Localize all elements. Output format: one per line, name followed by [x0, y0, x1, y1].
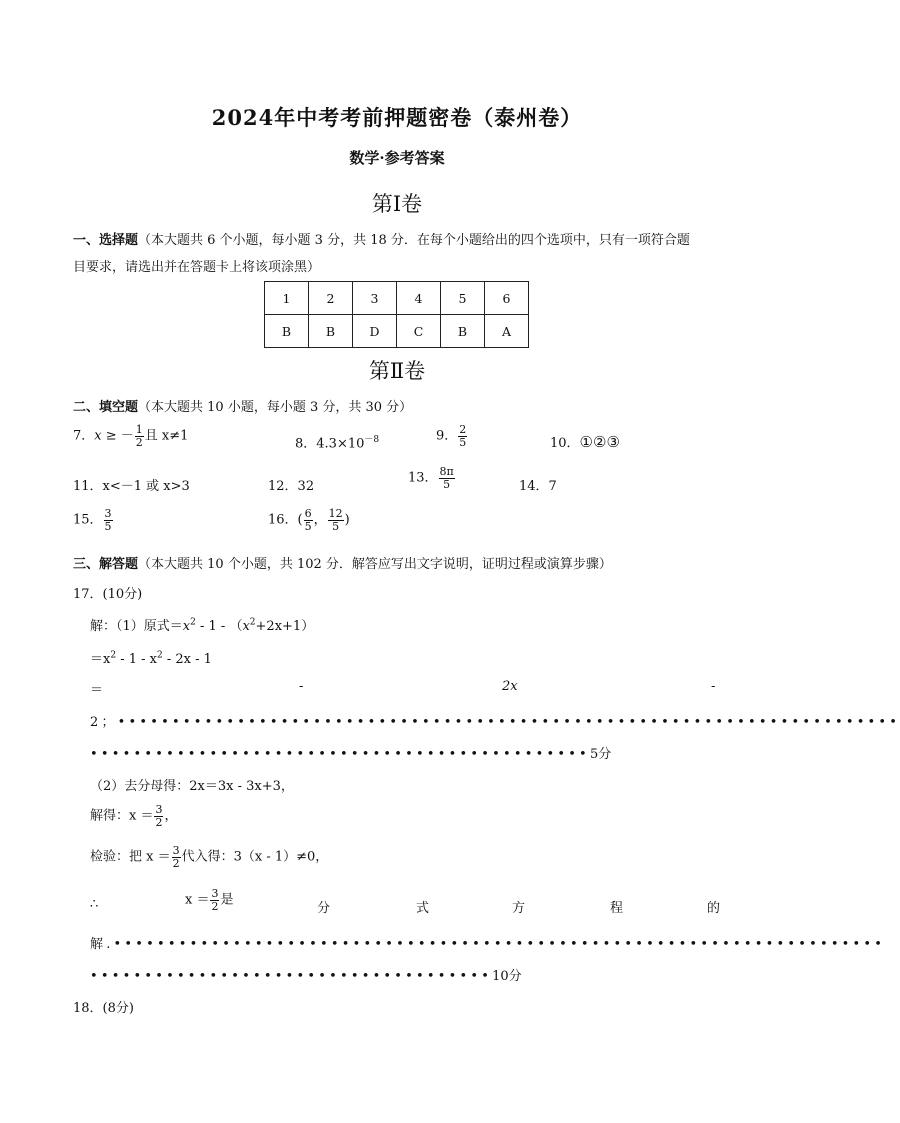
answer-table-cell: 5: [441, 282, 485, 315]
fraction: $\frac{3}{5}$: [104, 507, 112, 533]
answer-table-cell: A: [485, 315, 529, 348]
q17-conclusion-line3: •••••••••••••••••••••••••••••••••••••10分: [90, 969, 522, 984]
section-2-desc: （本大题共 10 小题，每小题 3 分，共 30 分）: [138, 400, 413, 415]
q17-line3-eq: ＝: [90, 683, 104, 698]
q17-header: 17．(10分): [73, 587, 143, 602]
fraction: $\frac{6}{5}$: [304, 507, 312, 533]
section-2-heading-line: [73, 396, 412, 415]
section-3-heading-line: [73, 553, 612, 572]
answer-table-cell: B: [441, 315, 485, 348]
volume-1-heading: 第Ⅰ卷: [371, 192, 423, 216]
q17-line2: $=x^2 - 1 - x^2 - 2x - 1$: [90, 650, 212, 667]
answer-q12: 12．32: [268, 479, 315, 494]
answer-table-cell: B: [265, 315, 309, 348]
fraction: $\frac{3}{2}$: [172, 844, 180, 870]
q17-line4: 2；••••••••••••••••••••••••••••••••••••••••••••••••••••••••••••••••••••••••: [90, 715, 900, 730]
answer-table-answer-row: [265, 315, 529, 348]
fraction: $\frac{1}{2}$: [135, 423, 143, 449]
answer-table-cell: 2: [309, 282, 353, 315]
q17-line3-2x: 2x: [502, 679, 518, 694]
q17-line5: ••••••••••••••••••••••••••••••••••••••••••••••5分: [90, 747, 612, 762]
answer-table-number-row: [265, 282, 529, 315]
answer-table-cell: 6: [485, 282, 529, 315]
answer-table-cell: D: [353, 315, 397, 348]
q17-conclusion-word: 的: [707, 901, 721, 916]
answer-q11: 11．x<－1 或 x>3: [73, 479, 190, 494]
answer-q9: 9． $\frac{2}{5}$: [436, 423, 467, 449]
answer-table-cell: B: [309, 315, 353, 348]
q17-check: 检验：把 x ＝ $\frac{3}{2}$ 代入得：3（x - 1）≠0，: [90, 844, 329, 870]
fraction: $\frac{3}{2}$: [155, 803, 163, 829]
answer-table-cell: 3: [353, 282, 397, 315]
page-subtitle: 数学·参考答案: [349, 149, 445, 167]
q17-conclusion-word: 程: [610, 901, 624, 916]
volume-2-heading: 第Ⅱ卷: [368, 359, 426, 383]
q17-part2: （2）去分母得：2x＝3x - 3x+3，: [90, 779, 294, 794]
section-1-heading-line: [73, 229, 690, 248]
answer-q13: 13． $\frac{8\pi}{5}$: [408, 465, 454, 491]
q17-line1: 解：（1）原式$=x^2 - 1 - (x^2+2x+1)$: [90, 617, 315, 634]
q17-line3-minus2: -: [711, 679, 716, 694]
q17-conclusion-line2: 解.•••••••••••••••••••••••••••••••••••••••••••••••••••••••••••••••••••••••: [90, 937, 886, 952]
q17-conclusion-word: 方: [512, 901, 526, 916]
answer-table-cell: 1: [265, 282, 309, 315]
section-1-desc: （本大题共 6 个小题，每小题 3 分，共 18 分．在每个小题给出的四个选项中，只有一项符合题: [138, 233, 690, 248]
q17-line3-minus: -: [299, 679, 304, 694]
answer-q16: 16．( $\frac{6}{5}$ ， $\frac{12}{5}$ ): [268, 507, 350, 533]
answer-q7: 7．x ≥ － $\frac{1}{2}$ 且 x≠1: [73, 423, 189, 449]
section-1-desc-line2: 目要求，请选出并在答题卡上将该项涂黑）: [73, 260, 321, 275]
answer-table: [264, 281, 529, 348]
page-title: 2024年中考考前押题密卷（泰州卷）: [211, 105, 583, 130]
answer-q14: 14．7: [519, 479, 557, 494]
answer-table-cell: 4: [397, 282, 441, 315]
q17-conclusion-word: 分: [317, 901, 331, 916]
fraction: $\frac{12}{5}$: [328, 507, 343, 533]
therefore-symbol: ∴: [90, 897, 99, 912]
section-3-heading: 三、解答题: [73, 557, 139, 572]
q18-header: 18．(8分): [73, 1001, 134, 1016]
section-1-heading: 一、选择题: [73, 233, 139, 248]
section-2-heading: 二、填空题: [73, 400, 139, 415]
answer-q15: 15． $\frac{3}{5}$: [73, 507, 112, 533]
answer-table-cell: C: [397, 315, 441, 348]
fraction: $\frac{2}{5}$: [459, 423, 467, 449]
q17-conclusion-x: x ＝ $\frac{3}{2}$ 是: [185, 887, 234, 913]
q17-solve: 解得：x ＝ $\frac{3}{2}$ ，: [90, 803, 178, 829]
q17-conclusion-word: 式: [416, 901, 430, 916]
answer-q8: 8．$4.3\times 10^{-8}$: [295, 435, 380, 452]
fraction: $\frac{3}{2}$: [211, 887, 219, 913]
answer-q10: 10．①②③: [550, 433, 620, 451]
section-3-desc: （本大题共 10 个小题，共 102 分．解答应写出文字说明，证明过程或演算步骤）: [138, 557, 612, 572]
fraction: $\frac{8\pi}{5}$: [439, 465, 454, 491]
